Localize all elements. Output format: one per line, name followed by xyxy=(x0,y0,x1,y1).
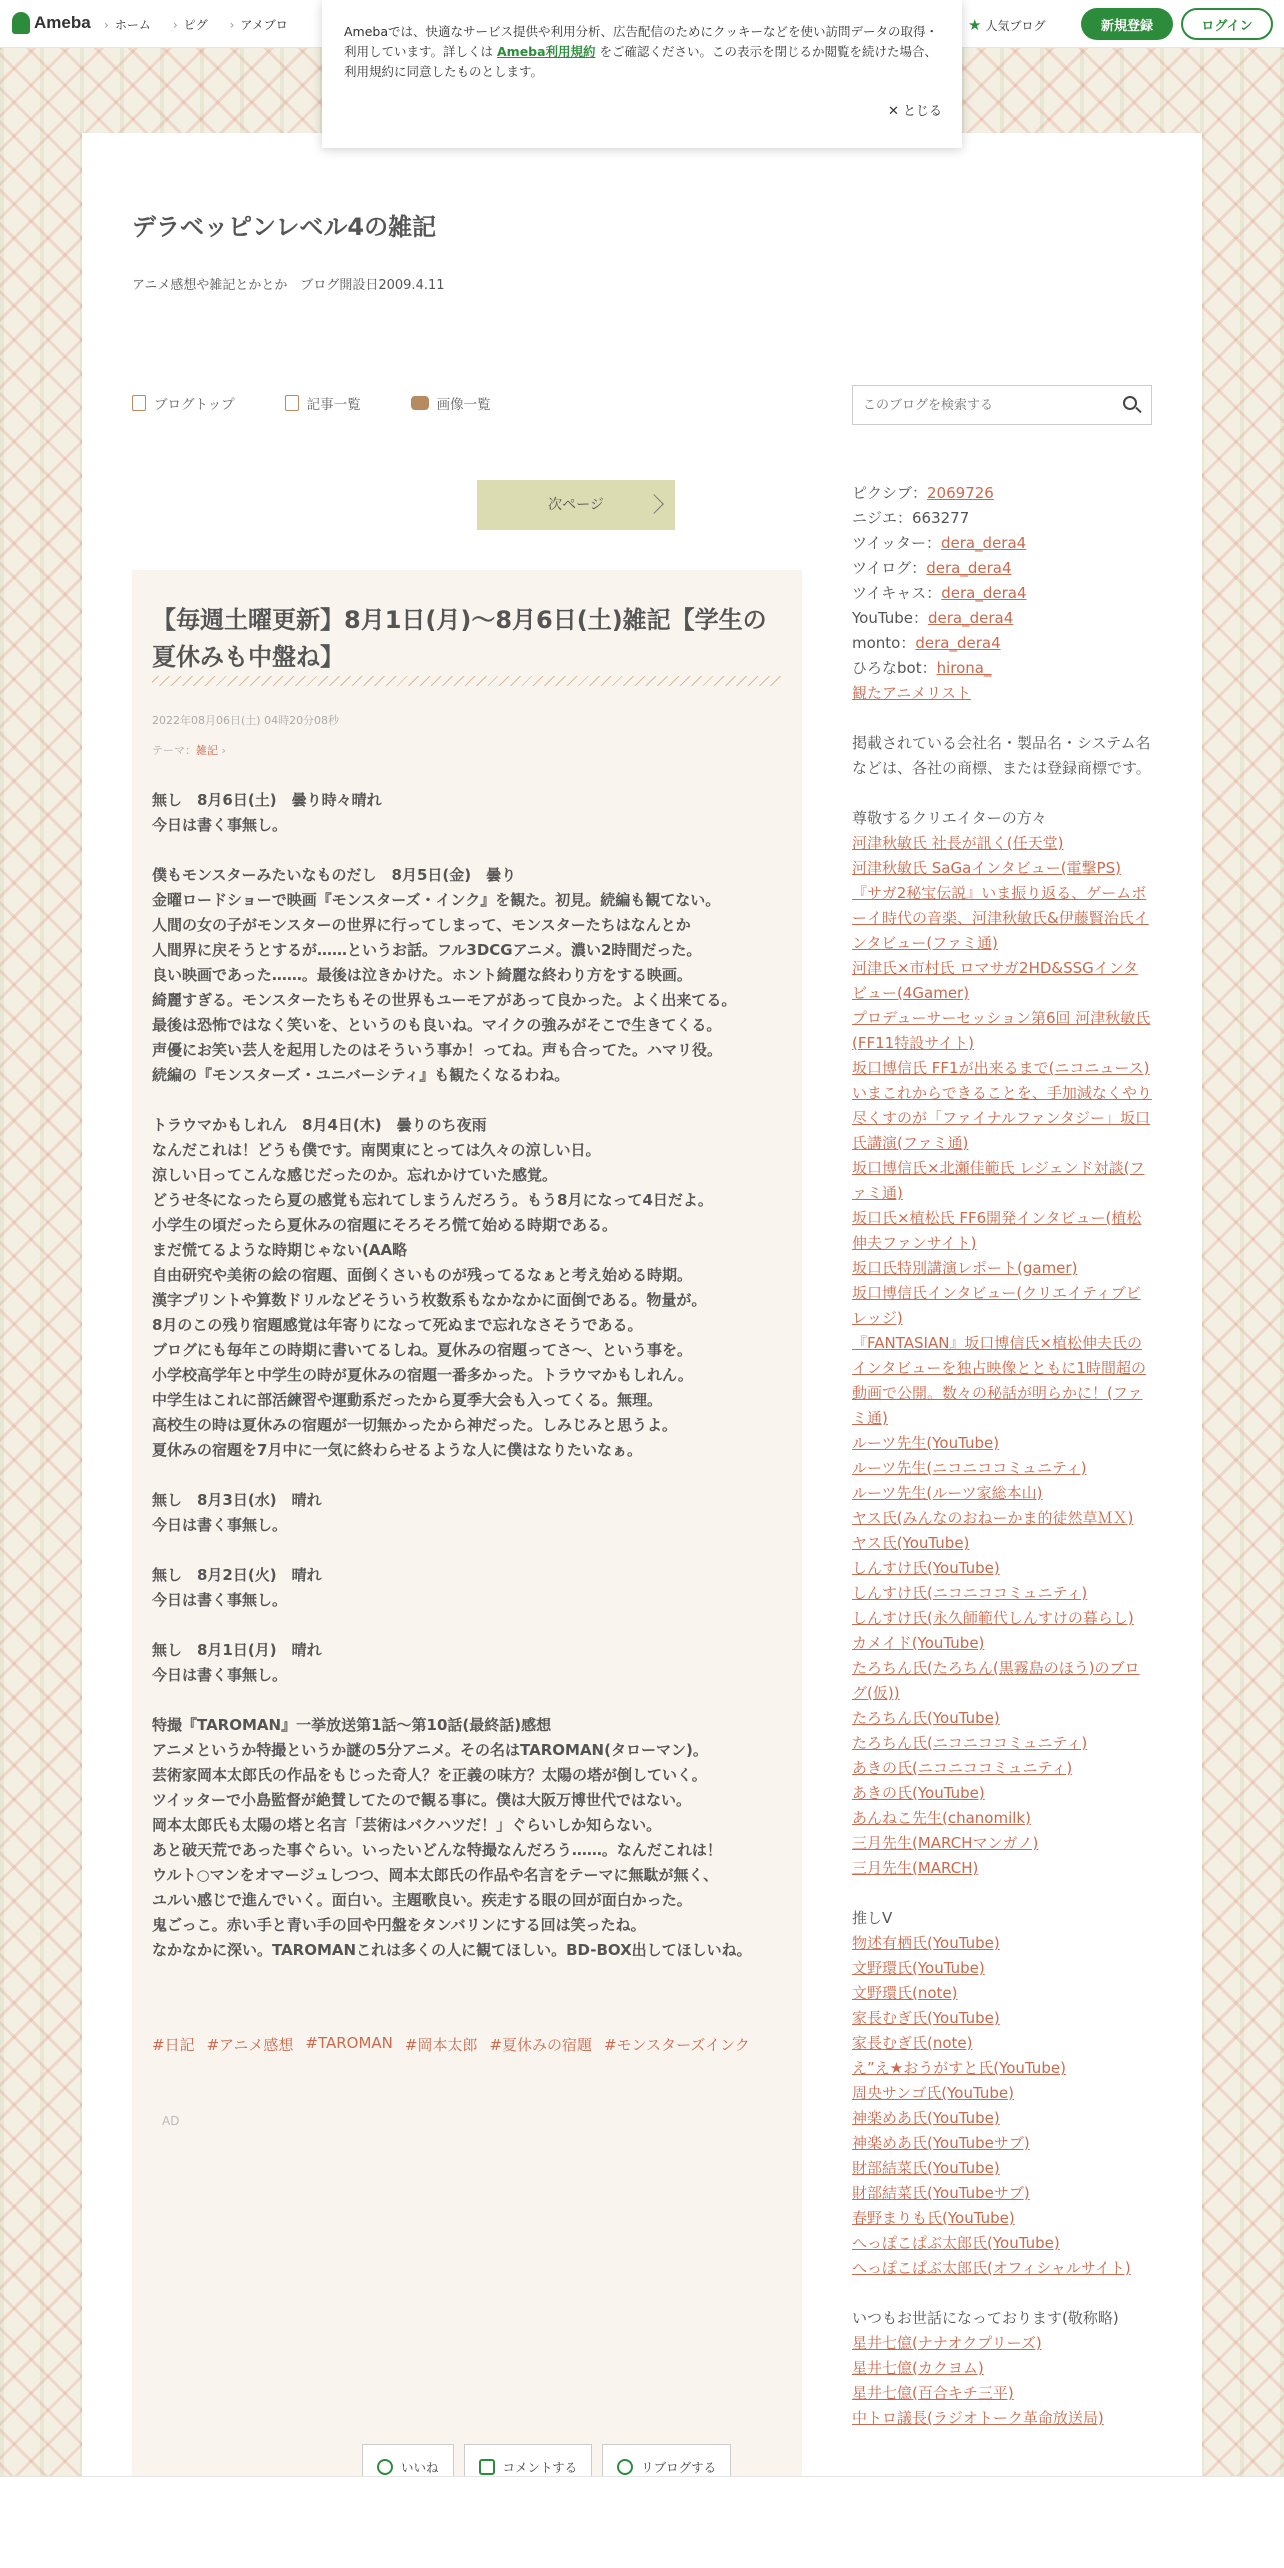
profile-label: ピクシブ： xyxy=(852,484,928,502)
profile-links xyxy=(852,481,1152,706)
sidebar-link[interactable]: 坂口博信氏 FF1が出来るまで(ニコニュース) xyxy=(852,1059,1150,1077)
trademark-notice: 掲載されている会社名・製品名・システム名などは、各社の商標、または登録商標です。 xyxy=(852,734,1151,777)
blog-search xyxy=(852,385,1152,425)
blog-description: アニメ感想や雑記とかとか ブログ開設日2009.4.11 xyxy=(132,278,445,293)
nav-home[interactable]: › ホーム xyxy=(104,16,151,33)
sidebar-link[interactable]: え”え★おうがすと氏(YouTube) xyxy=(852,2059,1066,2077)
profile-row xyxy=(852,481,1152,506)
sidebar-link[interactable]: 中トロ議長(ラジオトーク革命放送局) xyxy=(852,2409,1104,2427)
ameba-logo[interactable] xyxy=(12,12,91,34)
profile-link[interactable]: dera_dera4 xyxy=(926,559,1012,577)
hashtag-link[interactable]: #アニメ感想 xyxy=(206,2036,294,2054)
copy-icon xyxy=(285,395,299,411)
sidebar-link[interactable]: 家長むぎ氏(YouTube) xyxy=(852,2009,1000,2027)
article-line: 8月のこの残り宿題感覚は年寄りになって死ぬまで忘れなさそうである。 xyxy=(152,1316,643,1334)
sidebar-link[interactable]: あきの氏(ニコニココミュニティ) xyxy=(852,1759,1073,1777)
cookie-close-label: とじる xyxy=(902,104,942,119)
article-line: 小学生の頃だったら夏休みの宿題にそろそろ慌て始める時期である。 xyxy=(152,1216,618,1234)
signup-button[interactable]: 新規登録 xyxy=(1081,8,1173,40)
profile-row xyxy=(852,631,1152,656)
title-divider xyxy=(152,676,782,686)
article-line: 中学生はこれに部活練習や運動系だったから夏季大会も入ってくる。無理。 xyxy=(152,1391,663,1409)
profile-row xyxy=(852,656,1152,681)
nav-ameblo[interactable]: › アメブロ xyxy=(230,16,288,33)
profile-link[interactable]: 2069726 xyxy=(927,484,994,502)
article-line xyxy=(152,1613,792,1638)
article-line: 小学校高学年と中学生の時が夏休みの宿題一番多かった。トラウマかもしれん。 xyxy=(152,1366,693,1384)
sidebar-link[interactable]: 星井七億(カクヨム) xyxy=(852,2359,984,2377)
article-line: ユルい感じで進んでいく。面白い。主題歌良い。疾走する眼の回が面白かった。 xyxy=(152,1891,692,1909)
article-line: なんだこれは！どうも僕です。南関東にとっては久々の涼しい日。 xyxy=(152,1141,601,1159)
sidebar-link[interactable]: あきの氏(YouTube) xyxy=(852,1784,985,1802)
sidebar-link[interactable]: 財部結菜氏(YouTube) xyxy=(852,2159,1000,2177)
article-line: 夏休みの宿題を7月中に一気に終わらせるような人に僕はなりたいなぁ。 xyxy=(152,1441,642,1459)
sidebar-link[interactable]: しんすけ氏(ニコニココミュニティ) xyxy=(852,1584,1088,1602)
entry-list-link[interactable] xyxy=(285,393,361,413)
cookie-notice xyxy=(322,0,962,148)
sidebar-link[interactable]: 財部結菜氏(YouTubeサブ) xyxy=(852,2184,1030,2202)
sidebar-link[interactable]: 河津秋敏氏 社長が訊く(任天堂) xyxy=(852,834,1064,852)
entry-list-label: 記事一覧 xyxy=(306,397,361,413)
cookie-close-button[interactable]: ✕ とじる xyxy=(887,104,942,119)
article-line: 特撮『TAROMAN』一挙放送第1話～第10話(最終話)感想 xyxy=(152,1716,552,1734)
thanks-heading: いつもお世話になっております(敬称略) xyxy=(852,2309,1119,2327)
profile-label: monto： xyxy=(852,634,916,652)
article-line xyxy=(152,1463,792,1488)
sidebar-link[interactable]: 『サガ2秘宝伝説』いま振り返る、ゲームボーイ時代の音楽、河津秋敏氏&伊藤賢治氏インタビュー(ファミ通) xyxy=(852,884,1149,952)
profile-link[interactable]: dera_dera4 xyxy=(940,534,1027,552)
blog-search-input[interactable] xyxy=(853,386,1103,424)
sidebar-link[interactable]: ルーツ先生(ルーツ家総本山) xyxy=(852,1484,1043,1502)
sidebar-link[interactable]: ヤス氏(YouTube) xyxy=(852,1534,970,1552)
article-title[interactable]: 【毎週土曜更新】8月1日(月)〜8月6日(土)雑記【学生の夏休みも中盤ね】 xyxy=(152,606,767,671)
oshi-heading: 推しV xyxy=(852,1909,893,1927)
cookie-text-2: をご確認ください。この表示を閉じるか閲覧を続けた場合、利用規約に同意したものとします。 xyxy=(344,44,938,79)
article-line: 鬼ごっこ。赤い手と青い手の回や円盤をタンバリンにする回は笑ったね。 xyxy=(152,1916,646,1934)
sidebar-link[interactable]: 『FANTASIAN』坂口博信氏×植松伸夫氏のインタビューを独占映像とともに1時間超の動画で公開。数々の秘話が明らかに！(ファミ通) xyxy=(852,1334,1146,1427)
article-line: 綺麗すぎる。モンスターたちもその世界もユーモアがあって良かった。よく出来てる。 xyxy=(152,991,737,1009)
article-line: ツイッターで小島監督が絶賛してたので観る事に。僕は大阪万博世代ではない。 xyxy=(152,1791,691,1809)
sidebar-link[interactable]: 文野環氏(note) xyxy=(852,1984,958,2002)
comment-label: コメントする xyxy=(502,2460,578,2475)
article-date: 2022年08月06日(土) 04時20分08秒 xyxy=(152,714,340,727)
article-line: 自由研究や美術の絵の宿題、面倒くさいものが残ってるなぁと考え始める時期。 xyxy=(152,1266,693,1284)
article-line: 今日は書く事無し。 xyxy=(152,1666,288,1684)
profile-link[interactable]: dera_dera4 xyxy=(915,634,1001,652)
profile-row xyxy=(852,581,1152,606)
article-line: 無し 8月2日(火) 晴れ xyxy=(152,1566,322,1584)
profile-label: YouTube： xyxy=(852,609,928,627)
blog-top-link[interactable] xyxy=(132,393,235,413)
sidebar-link[interactable]: いまこれからできることを、手加減なくやり尽くすのが「ファイナルファンタジー」坂口氏講演(ファミ通) xyxy=(852,1084,1152,1152)
article-line: どうせ冬になったら夏の感覚も忘れてしまうんだろう。もう8月になって4日だよ。 xyxy=(152,1191,713,1209)
article-line: 岡本太郎氏も太陽の塔と名言「芸術はバクハツだ！」ぐらいしか知らない。 xyxy=(152,1816,662,1834)
chevron-right-icon xyxy=(644,494,664,514)
hashtag-link[interactable]: #TAROMAN xyxy=(305,2034,393,2052)
ad-label: AD xyxy=(162,2114,180,2128)
article-line: 無し 8月3日(水) 晴れ xyxy=(152,1491,322,1509)
blog-top-label: ブログトップ xyxy=(154,397,235,413)
article-body xyxy=(152,788,792,1963)
hashtag-link[interactable]: #岡本太郎 xyxy=(404,2036,478,2054)
article-line: ウルト○マンをオマージュしつつ、岡本太郎氏の作品や名言をテーマに無駄が無く、 xyxy=(152,1866,719,1884)
blog-nav xyxy=(132,393,491,413)
hashtag-link[interactable]: #日記 xyxy=(152,2036,195,2054)
sidebar-link[interactable]: 物述有栖氏(YouTube) xyxy=(852,1934,1000,1952)
article-line: 今日は書く事無し。 xyxy=(152,1516,288,1534)
nav-pigg[interactable]: › ピグ xyxy=(173,16,208,33)
article-line xyxy=(152,1538,792,1563)
article xyxy=(132,570,802,2568)
profile-row xyxy=(852,506,1152,531)
creators-list xyxy=(852,831,1152,1881)
sidebar-link[interactable]: へっぽこぱぶ太郎氏(オフィシャルサイト) xyxy=(852,2259,1131,2277)
sidebar-link[interactable]: あんねこ先生(chanomilk) xyxy=(852,1809,1031,1827)
sidebar-link[interactable]: プロデューサーセッション第6回 河津秋敏氏(FF11特設サイト) xyxy=(852,1009,1151,1052)
hashtag-list xyxy=(152,2034,750,2055)
sidebar-link[interactable]: ルーツ先生(YouTube) xyxy=(852,1434,1000,1452)
profile-row xyxy=(852,681,1152,706)
profile-row xyxy=(852,606,1152,631)
sidebar-link[interactable]: 春野まりも氏(YouTube) xyxy=(852,2209,1015,2227)
image-list-link[interactable] xyxy=(411,393,491,413)
profile-link[interactable]: dera_dera4 xyxy=(941,584,1027,602)
sidebar-link[interactable]: 河津氏×市村氏 ロマサガ2HD&SSGインタビュー(4Gamer) xyxy=(852,959,1139,1002)
sidebar-link[interactable]: 河津秋敏氏 SaGaインタビュー(電撃PS) xyxy=(852,859,1121,877)
article-line xyxy=(152,1688,792,1713)
image-list-label: 画像一覧 xyxy=(436,397,491,413)
article-line: 無し 8月1日(月) 晴れ xyxy=(152,1641,322,1659)
popular-blog-label: 人気ブログ xyxy=(985,18,1046,33)
profile-label: ツイッター： xyxy=(852,534,941,552)
sidebar-link[interactable]: カメイド(YouTube) xyxy=(852,1634,985,1652)
article-line: アニメというか特撮というか謎の5分アニメ。その名はTAROMAN(タローマン)。 xyxy=(152,1741,708,1759)
sidebar-link[interactable]: 星井七億(百合キチ三平) xyxy=(852,2384,1014,2402)
article-line: 今日は書く事無し。 xyxy=(152,816,288,834)
article-line: 漢字プリントや算数ドリルなどそういう枚数系もなかなかに面倒である。物量が。 xyxy=(152,1291,707,1309)
reblog-label: リブログする xyxy=(641,2460,717,2475)
article-line: ブログにも毎年この時期に書いてるしね。夏休みの宿題ってさ～、という事を。 xyxy=(152,1341,693,1359)
sidebar-link[interactable]: 坂口氏特別講演レポート(gamer) xyxy=(852,1259,1078,1277)
article-line: あと破天荒であった事ぐらい。いったいどんな特撮なんだろう……。なんだこれは！ xyxy=(152,1841,722,1859)
comment-icon xyxy=(479,2459,495,2475)
bottom-bar xyxy=(0,2476,1284,2568)
ameba-mascot-icon xyxy=(12,12,30,34)
sidebar-link[interactable]: ヤス氏(みんなのおねーかま的徒然草ＭＸ) xyxy=(852,1509,1134,1527)
next-page-button[interactable] xyxy=(477,480,675,530)
profile-row xyxy=(852,531,1152,556)
article-line: 僕もモンスターみたいなものだし 8月5日(金) 曇り xyxy=(152,866,517,884)
terms-link[interactable]: Ameba利用規約 xyxy=(497,44,596,59)
oshi-list xyxy=(852,1931,1152,2281)
article-line: なかなかに深い。TAROMANこれは多くの人に観てほしい。BD-BOX出してほしいね。 xyxy=(152,1941,752,1959)
profile-link[interactable]: hirona_ xyxy=(936,659,992,677)
theme-label: テーマ： xyxy=(152,744,196,757)
article-line: 今日は書く事無し。 xyxy=(152,1591,288,1609)
article-line: 最後は恐怖ではなく笑いを、というのも良いね。マイクの強みがそこで生きてくる。 xyxy=(152,1016,722,1034)
article-line xyxy=(152,1088,792,1113)
search-icon[interactable] xyxy=(1123,396,1137,410)
article-line: 人間の女の子がモンスターの世界に行ってしまって、モンスターたちはなんとか xyxy=(152,916,691,934)
profile-label: ツイログ： xyxy=(852,559,927,577)
profile-link[interactable]: dera_dera4 xyxy=(928,609,1014,627)
ameba-logo-text: Ameba xyxy=(34,13,91,32)
profile-label: ツイキャス： xyxy=(852,584,942,602)
sidebar-link[interactable]: しんすけ氏(永久師範代しんすけの暮らし) xyxy=(852,1609,1134,1627)
article-line: 高校生の時は夏休みの宿題が一切無かったから神だった。しみじみと思うよ。 xyxy=(152,1416,678,1434)
theme-link[interactable]: 雑記 xyxy=(196,744,218,757)
article-line: 人間界に戻そうとするが……というお話。フル3DCGアニメ。濃い2時間だった。 xyxy=(152,941,702,959)
creators-heading: 尊敬するクリエイターの方々 xyxy=(852,809,1047,827)
cookie-text-1: Amebaでは、快適なサービス提供や利用分析、広告配信のためにクッキーなどを使い訪問データの取得・利用しています。詳しくは xyxy=(344,24,939,59)
hashtag-link[interactable]: #モンスターズインク xyxy=(604,2036,750,2054)
sidebar-link[interactable]: 三月先生(MARCH) xyxy=(852,1859,979,1877)
profile-label: ひろなbot： xyxy=(852,659,937,677)
article-line: まだ慌てるような時期じゃない(AA略 xyxy=(152,1241,408,1259)
sidebar-link[interactable]: へっぽこぱぶ太郎氏(YouTube) xyxy=(852,2234,1060,2252)
document-icon xyxy=(132,395,146,411)
sidebar-link[interactable]: 坂口博信氏×北瀬佳範氏 レジェンド対談(ファミ通) xyxy=(852,1159,1145,1202)
hashtag-link[interactable]: #夏休みの宿題 xyxy=(489,2036,593,2054)
article-line: 良い映画であった……。最後は泣きかけた。ホント綺麗な終わり方をする映画。 xyxy=(152,966,692,984)
sidebar-link[interactable]: 坂口博信氏インタビュー(クリエイティブビレッジ) xyxy=(852,1284,1141,1327)
sidebar-link[interactable]: 家長むぎ氏(note) xyxy=(852,2034,973,2052)
article-line: 声優にお笑い芸人を起用したのはそういう事か！ってね。声も合ってた。ハマリ役。 xyxy=(152,1041,723,1059)
reblog-icon xyxy=(617,2459,633,2475)
sidebar-link[interactable]: 神楽めあ氏(YouTubeサブ) xyxy=(852,2134,1030,2152)
global-nav xyxy=(104,16,288,33)
sidebar-link[interactable]: たろちん氏(たろちん(黒霧島のほう)のブログ(仮)) xyxy=(852,1659,1140,1702)
article-line xyxy=(152,838,792,863)
sidebar-link[interactable]: 神楽めあ氏(YouTube) xyxy=(852,2109,1000,2127)
sidebar-link[interactable]: しんすけ氏(YouTube) xyxy=(852,1559,1000,1577)
sidebar-link[interactable]: たろちん氏(ニコニココミュニティ) xyxy=(852,1734,1088,1752)
sidebar-link[interactable]: 文野環氏(YouTube) xyxy=(852,1959,985,1977)
article-line: 芸術家岡本太郎氏の作品をもじった奇人？を正義の味方？太陽の塔が倒していく。 xyxy=(152,1766,707,1784)
next-page-label: 次ページ xyxy=(548,497,604,513)
login-button[interactable]: ログイン xyxy=(1181,8,1273,40)
article-line: 無し 8月6日(土) 曇り時々晴れ xyxy=(152,791,382,809)
sidebar-link[interactable]: 坂口氏×植松氏 FF6開発インタビュー(植松伸夫ファンサイト) xyxy=(852,1209,1142,1252)
profile-label: ニジエ：663277 xyxy=(852,509,970,527)
article-line: 続編の『モンスターズ・ユニバーシティ』も観たくなるわね。 xyxy=(152,1066,570,1084)
blog-title[interactable]: デラベッピンレベル4の雑記 xyxy=(132,213,437,241)
thanks-list xyxy=(852,2331,1152,2431)
crown-star-icon: ★ xyxy=(968,16,982,34)
sidebar-link[interactable]: 周央サンゴ氏(YouTube) xyxy=(852,2084,1014,2102)
profile-row xyxy=(852,556,1152,581)
sidebar-link[interactable]: ルーツ先生(ニコニココミュニティ) xyxy=(852,1459,1087,1477)
sidebar xyxy=(852,481,1152,2431)
article-line: 涼しい日ってこんな感じだったのか。忘れかけていた感覚。 xyxy=(152,1166,558,1184)
like-label: いいね xyxy=(401,2460,439,2475)
smile-icon xyxy=(377,2459,393,2475)
popular-blog-link[interactable] xyxy=(968,16,1045,34)
sidebar-link[interactable]: たろちん氏(YouTube) xyxy=(852,1709,1000,1727)
article-line: トラウマかもしれん 8月4日(木) 曇りのち夜雨 xyxy=(152,1116,487,1134)
article-line: 金曜ロードショーで映画『モンスターズ・インク』を観た。初見。続編も観てない。 xyxy=(152,891,721,909)
sidebar-link[interactable]: 星井七億(ナナオクプリーズ) xyxy=(852,2334,1042,2352)
article-theme: テーマ：雑記 › xyxy=(152,744,226,757)
camera-icon xyxy=(411,396,429,410)
profile-link[interactable]: 観たアニメリスト xyxy=(852,684,971,702)
sidebar-link[interactable]: 三月先生(MARCHマンガノ) xyxy=(852,1834,1039,1852)
